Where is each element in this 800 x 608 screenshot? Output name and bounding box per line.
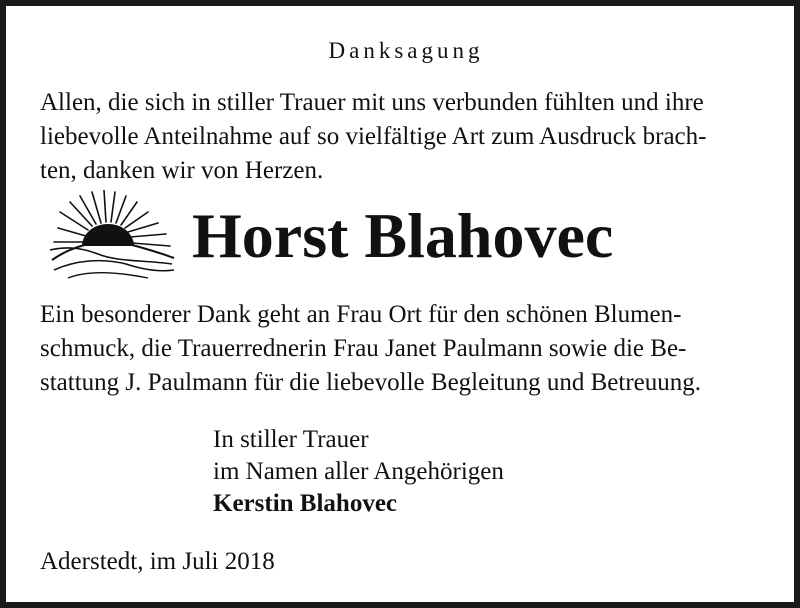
- place-date: Aderstedt, im Juli 2018: [40, 548, 275, 575]
- thanks-paragraph: [40, 298, 776, 400]
- sunset-over-hills-icon: [48, 190, 176, 280]
- intro-paragraph: [40, 86, 776, 188]
- deceased-name: Horst Blahovec: [192, 200, 614, 271]
- intro-line: ten, danken wir von Herzen.: [40, 157, 324, 184]
- closing-line: im Namen aller Angehörigen: [213, 458, 504, 485]
- thanks-line: schmuck, die Trauerrednerin Frau Janet Paulmann sowie die Be-: [40, 335, 687, 362]
- thanks-line: stattung J. Paulmann für die liebevolle Begleitung und Betreuung.: [40, 369, 701, 396]
- heading: Danksagung: [328, 38, 484, 63]
- thanks-line: Ein besonderer Dank geht an Frau Ort für den schönen Blumen-: [40, 301, 682, 328]
- closing-line: In stiller Trauer: [213, 426, 369, 453]
- signer-name: Kerstin Blahovec: [213, 490, 398, 517]
- intro-line: Allen, die sich in stiller Trauer mit uns verbunden fühlten und ihre: [40, 89, 704, 116]
- closing-block: [213, 424, 504, 520]
- intro-line: liebevolle Anteilnahme auf so vielfältige Art zum Ausdruck brach-: [40, 123, 707, 150]
